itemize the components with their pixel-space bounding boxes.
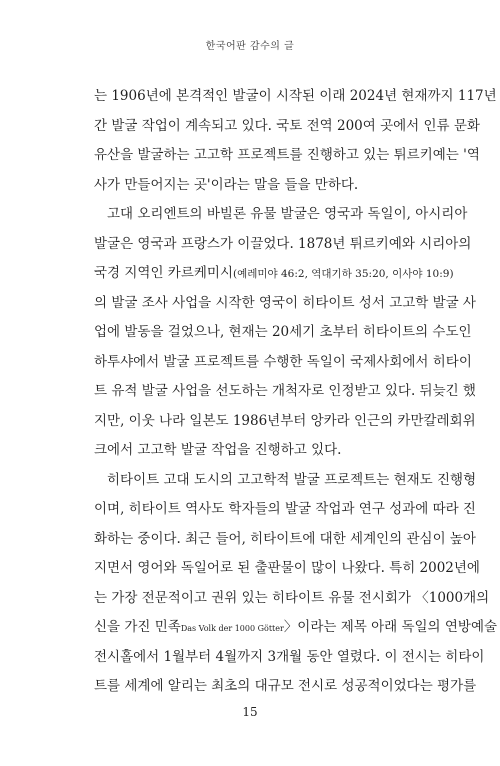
text-line: 유산을 발굴하는 고고학 프로젝트를 진행하고 있는 튀르키예는 '역 [94, 147, 480, 163]
german-exhibition-title: Das Volk der 1000 Götter [180, 624, 284, 633]
body-text [94, 82, 498, 702]
text-segment: 국경 지역인 카르케미시 [94, 265, 233, 281]
text-line: 업에 발동을 걸었으나, 현재는 20세기 초부터 히타이트의 수도인 [94, 324, 472, 340]
paragraph-start-line: 히타이트 고대 도시의 고고학적 발굴 프로젝트는 현재도 진행형 [107, 471, 477, 488]
text-line: 하투샤에서 발굴 프로젝트를 수행한 독일이 국제사회에서 히타이 [94, 353, 472, 370]
text-line: 화하는 중이다. 최근 들어, 히타이트에 대한 세계인의 관심이 높아 [94, 530, 476, 547]
text-line: 발굴은 영국과 프랑스가 이끌었다. 1878년 튀르키예와 시리아의 [94, 235, 472, 252]
text-line: 지면서 영어와 독일어로 된 출판물이 많이 나왔다. 특히 2002년에 [94, 560, 480, 576]
text-line: 크에서 고고학 발굴 작업을 진행하고 있다. [94, 442, 342, 458]
text-line-with-german-title [94, 613, 498, 643]
text-segment: 〉이라는 제목 아래 독일의 연방예술 [283, 619, 498, 635]
page-number: 15 [242, 705, 258, 719]
running-header: 한국어판 감수의 글 [205, 41, 295, 52]
text-line: 사가 만들어지는 곳'이라는 말을 들을 만하다. [94, 176, 359, 193]
text-line: 는 1906년에 본격적인 발굴이 시작된 이래 2024년 현재까지 117년 [94, 88, 497, 104]
text-segment: 신을 가진 민족 [94, 619, 181, 635]
text-line: 전시홀에서 1월부터 4월까지 3개월 동안 열렸다. 이 전시는 히타이 [94, 648, 485, 665]
bible-reference: (예레미야 46:2, 역대기하 35:20, 이사야 10:9) [233, 268, 454, 280]
text-line: 지만, 이웃 나라 일본도 1986년부터 앙카라 인근의 카만칼레회위 [94, 412, 476, 429]
text-line: 의 발굴 조사 사업을 시작한 영국이 히타이트 성서 고고학 발굴 사 [94, 294, 476, 311]
paragraph-start-line: 고대 오리엔트의 바빌론 유물 발굴은 영국과 독일이, 아시리아 [107, 206, 468, 222]
text-line: 는 가장 전문적이고 권위 있는 히타이트 유물 전시회가 〈1000개의 [94, 589, 490, 606]
text-line-with-reference [94, 259, 454, 289]
text-line: 트를 세계에 알리는 최초의 대규모 전시로 성공적이었다는 평가를 [94, 678, 477, 694]
text-line: 간 발굴 작업이 계속되고 있다. 국토 전역 200여 곳에서 인류 문화 [94, 117, 480, 134]
text-line: 트 유적 발굴 사업을 선도하는 개척자로 인정받고 있다. 뒤늦긴 했 [94, 383, 476, 399]
text-line: 이며, 히타이트 역사도 학자들의 발굴 작업과 연구 성과에 따라 진 [94, 501, 476, 517]
